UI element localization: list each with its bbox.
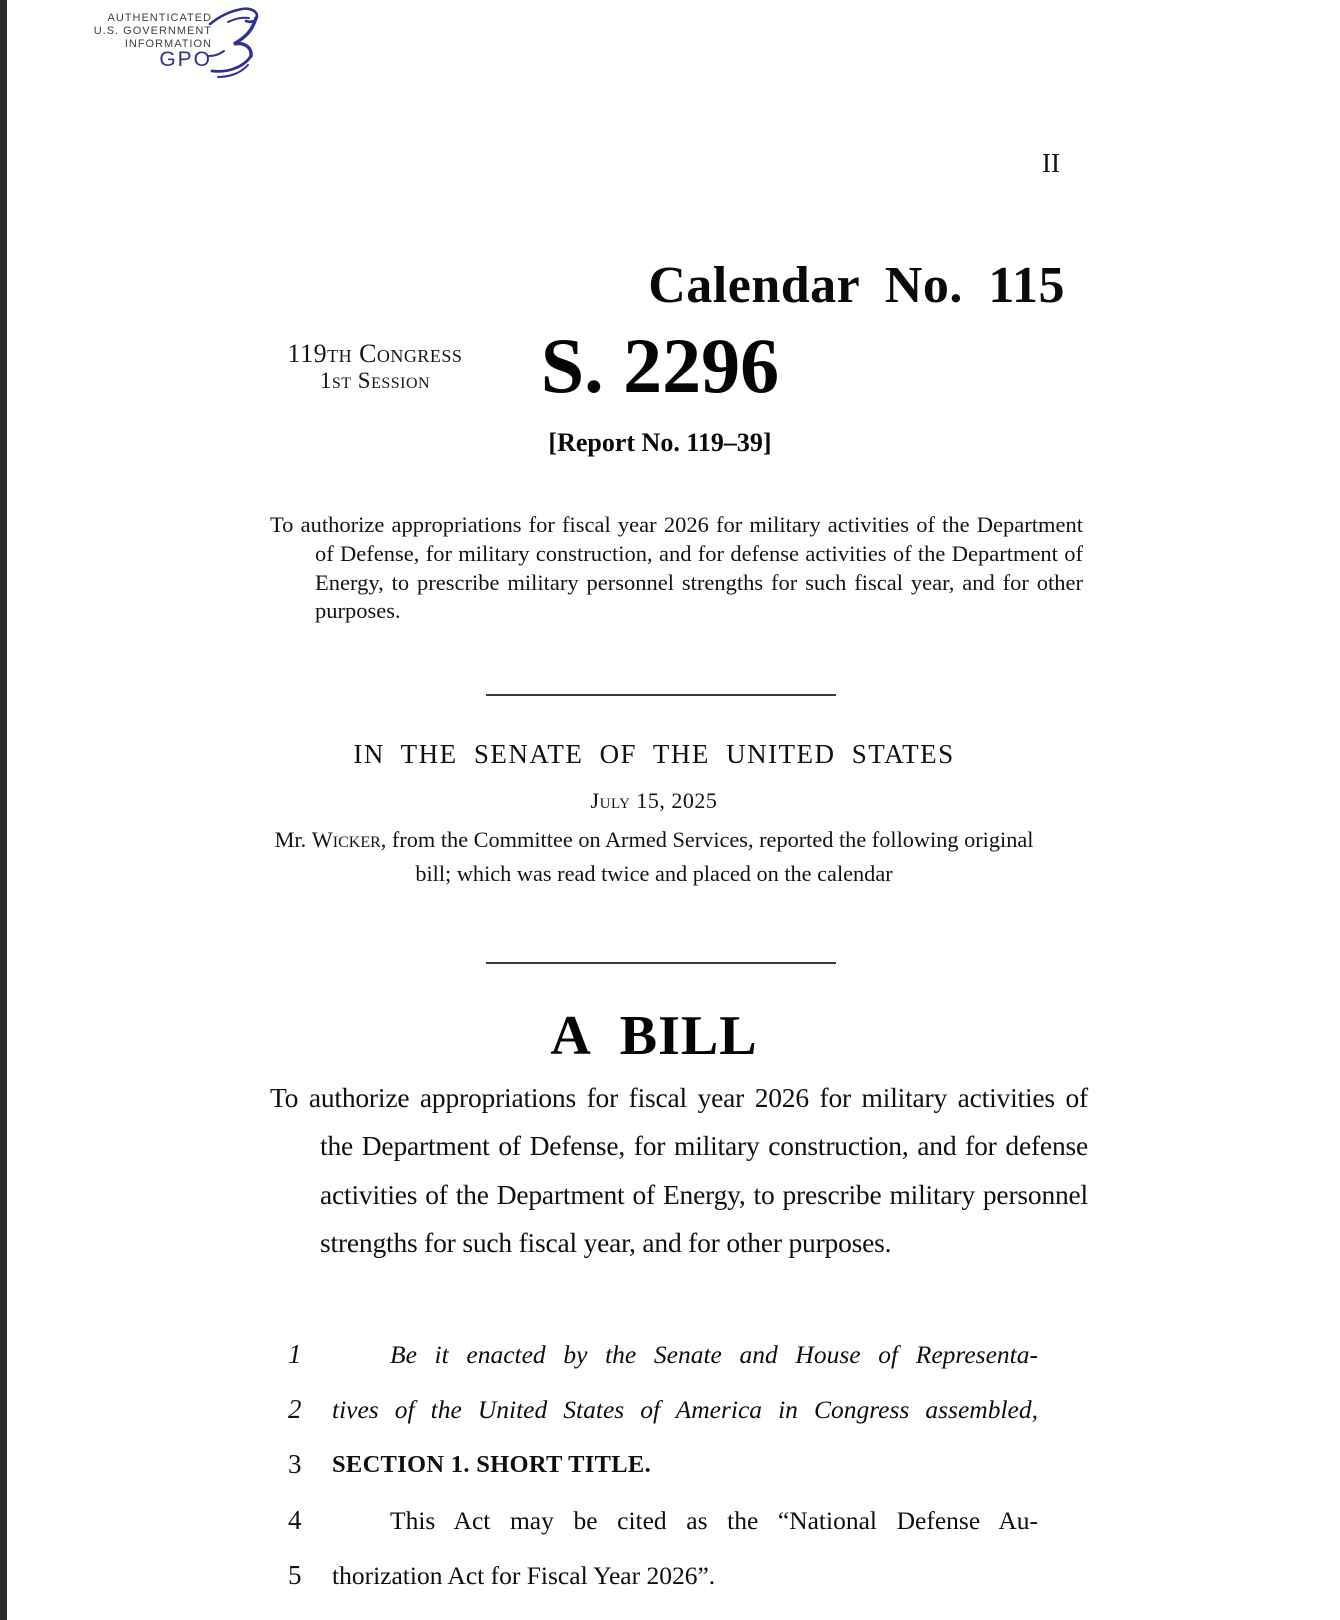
line-text: This Act may be cited as the “National Defense Au- — [390, 1505, 1038, 1535]
congress-label: 119th Congress — [287, 339, 463, 368]
senate-heading: IN THE SENATE OF THE UNITED STATES — [353, 739, 955, 769]
line-number: 3 — [288, 1449, 302, 1480]
gpo-authentication-logo — [92, 6, 260, 78]
sponsor-paragraph — [254, 823, 1054, 890]
line-number: 5 — [288, 1559, 302, 1590]
line-text: Be it enacted by the Senate and House of Representa- — [390, 1340, 1038, 1369]
sponsor-name: Wicker — [311, 827, 381, 852]
horizontal-rule-top — [486, 694, 836, 696]
bill-text-line — [288, 1493, 1038, 1548]
sponsor-rest: , from the Committee on Armed Services, reported the following original bill; which was read twice and placed on the calendar — [380, 827, 1034, 886]
congress-session-block — [266, 340, 484, 394]
gpo-text-line3: INFORMATION — [124, 38, 212, 50]
gpo-authentication-text — [92, 6, 212, 71]
bill-number: S. 2296 — [540, 322, 780, 409]
line-text: tives of the United States of America in Congress assembled, — [332, 1395, 1038, 1425]
line-number: 4 — [288, 1504, 302, 1535]
line-text: thorization Act for Fiscal Year 2026”. — [332, 1560, 716, 1590]
official-title-paragraph: To authorize appropriations for fiscal year 2026 for military activities of the Department of Defense, for military construction, and for defense activities of the Department of Energy, to prescribe military personnel strengths for such fiscal year, and for other purposes. — [270, 512, 1083, 624]
bill-text-line — [288, 1548, 1038, 1603]
bill-text-line — [288, 1327, 1038, 1382]
sponsor-prefix: Mr. — [274, 827, 312, 852]
calendar-number-heading: Calendar No. 115 — [648, 257, 1065, 314]
bill-title: A BILL — [550, 1005, 758, 1067]
line-text: SECTION 1. SHORT TITLE. — [332, 1451, 651, 1479]
gpo-text-line2: U.S. GOVERNMENT — [93, 25, 212, 37]
page-edge-strip — [0, 0, 7, 1620]
gpo-eagle-icon — [208, 6, 260, 78]
sheet-number: II — [1042, 148, 1060, 178]
senate-date: July 15, 2025 — [590, 788, 718, 813]
line-number: 1 — [288, 1339, 302, 1369]
report-number: [Report No. 119–39] — [548, 428, 772, 457]
horizontal-rule-bottom — [486, 962, 836, 964]
enacting-clause-block — [288, 1327, 1038, 1603]
gpo-text-line1: AUTHENTICATED — [107, 12, 212, 24]
gpo-acronym: GPO — [159, 48, 212, 71]
session-label: 1st Session — [319, 368, 431, 393]
line-number: 2 — [288, 1394, 302, 1425]
bill-text-line — [288, 1437, 1038, 1492]
bill-preamble-paragraph: To authorize appropriations for fiscal year 2026 for military activities of the Department of Defense, for military construction, and for defense activities of the Department of Energy, to prescribe military personnel strengths for such fiscal year, and for other purposes. — [270, 1082, 1088, 1259]
bill-text-line — [288, 1382, 1038, 1437]
